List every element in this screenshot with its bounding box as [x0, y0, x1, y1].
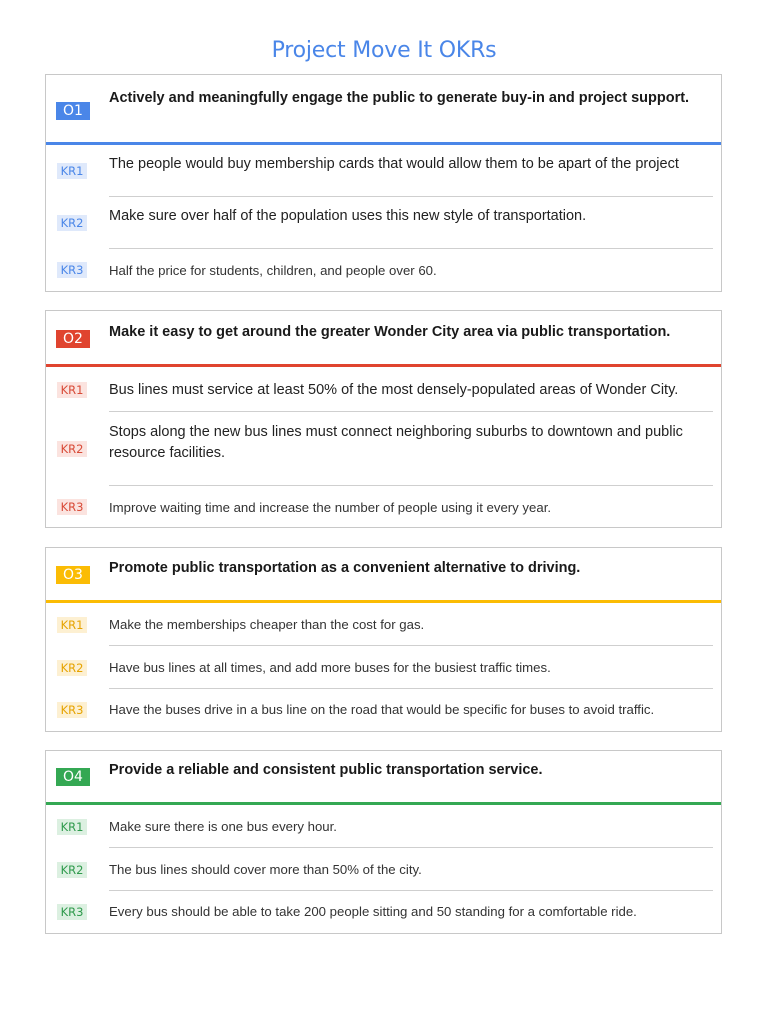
objective-row — [46, 311, 721, 367]
key-result-row — [46, 486, 721, 527]
key-result-row — [46, 412, 721, 486]
key-result-badge: KR3 — [57, 262, 87, 278]
key-result-badge: KR2 — [57, 441, 87, 457]
key-result-row — [46, 197, 721, 249]
objective-text: Promote public transportation as a convenient alternative to driving. — [109, 560, 581, 576]
key-result-row — [46, 646, 721, 689]
key-result-text: Half the price for students, children, and people over 60. — [109, 263, 437, 278]
key-result-text: Improve waiting time and increase the number of people using it every year. — [109, 500, 552, 515]
key-result-badge: KR2 — [57, 862, 87, 878]
objective-card-o1 — [45, 74, 722, 292]
page-title: Project Move It OKRs — [271, 38, 497, 63]
key-result-text: Every bus should be able to take 200 people sitting and 50 standing for a comfortable ride. — [109, 904, 637, 919]
key-result-row — [46, 367, 721, 412]
key-result-text: Bus lines must service at least 50% of the most densely-populated areas of Wonder City. — [109, 382, 679, 398]
key-result-row — [46, 805, 721, 848]
key-result-badge: KR3 — [57, 702, 87, 718]
key-result-badge: KR1 — [57, 617, 87, 633]
objective-text: Make it easy to get around the greater Wonder City area via public transportation. — [109, 324, 671, 340]
objective-card-o2 — [45, 310, 722, 528]
key-result-text: Make sure over half of the population uses this new style of transportation. — [109, 208, 587, 224]
key-result-row — [46, 603, 721, 646]
objective-badge: O2 — [56, 330, 90, 348]
key-result-badge: KR1 — [57, 382, 87, 398]
key-result-badge: KR3 — [57, 904, 87, 920]
objective-card-o3 — [45, 547, 722, 732]
key-result-row — [46, 249, 721, 291]
key-result-badge: KR2 — [57, 215, 87, 231]
objective-text: Actively and meaningfully engage the public to generate buy-in and project support. — [109, 90, 690, 106]
objective-card-o4 — [45, 750, 722, 934]
objective-text: Provide a reliable and consistent public transportation service. — [109, 762, 543, 778]
key-result-text: Have bus lines at all times, and add more buses for the busiest traffic times. — [109, 660, 551, 675]
objective-row — [46, 75, 721, 145]
key-result-text: Have the buses drive in a bus line on the road that would be specific for buses to avoid traffic. — [109, 702, 655, 717]
objective-badge: O3 — [56, 566, 90, 584]
key-result-text: Make sure there is one bus every hour. — [109, 819, 337, 834]
key-result-text: The people would buy membership cards that would allow them to be apart of the project — [109, 156, 679, 172]
key-result-row — [46, 848, 721, 891]
objective-badge: O1 — [56, 102, 90, 120]
key-result-badge: KR3 — [57, 499, 87, 515]
key-result-row — [46, 145, 721, 197]
key-result-row — [46, 891, 721, 933]
key-result-row — [46, 689, 721, 731]
objective-badge: O4 — [56, 768, 90, 786]
objective-row — [46, 751, 721, 805]
key-result-badge: KR1 — [57, 819, 87, 835]
key-result-badge: KR1 — [57, 163, 87, 179]
key-result-text: Stops along the new bus lines must connect neighboring suburbs to downtown and public resource facilities. — [109, 424, 683, 461]
key-result-text: Make the memberships cheaper than the cost for gas. — [109, 617, 425, 632]
key-result-text: The bus lines should cover more than 50% of the city. — [109, 862, 422, 877]
key-result-badge: KR2 — [57, 660, 87, 676]
objective-row — [46, 548, 721, 603]
